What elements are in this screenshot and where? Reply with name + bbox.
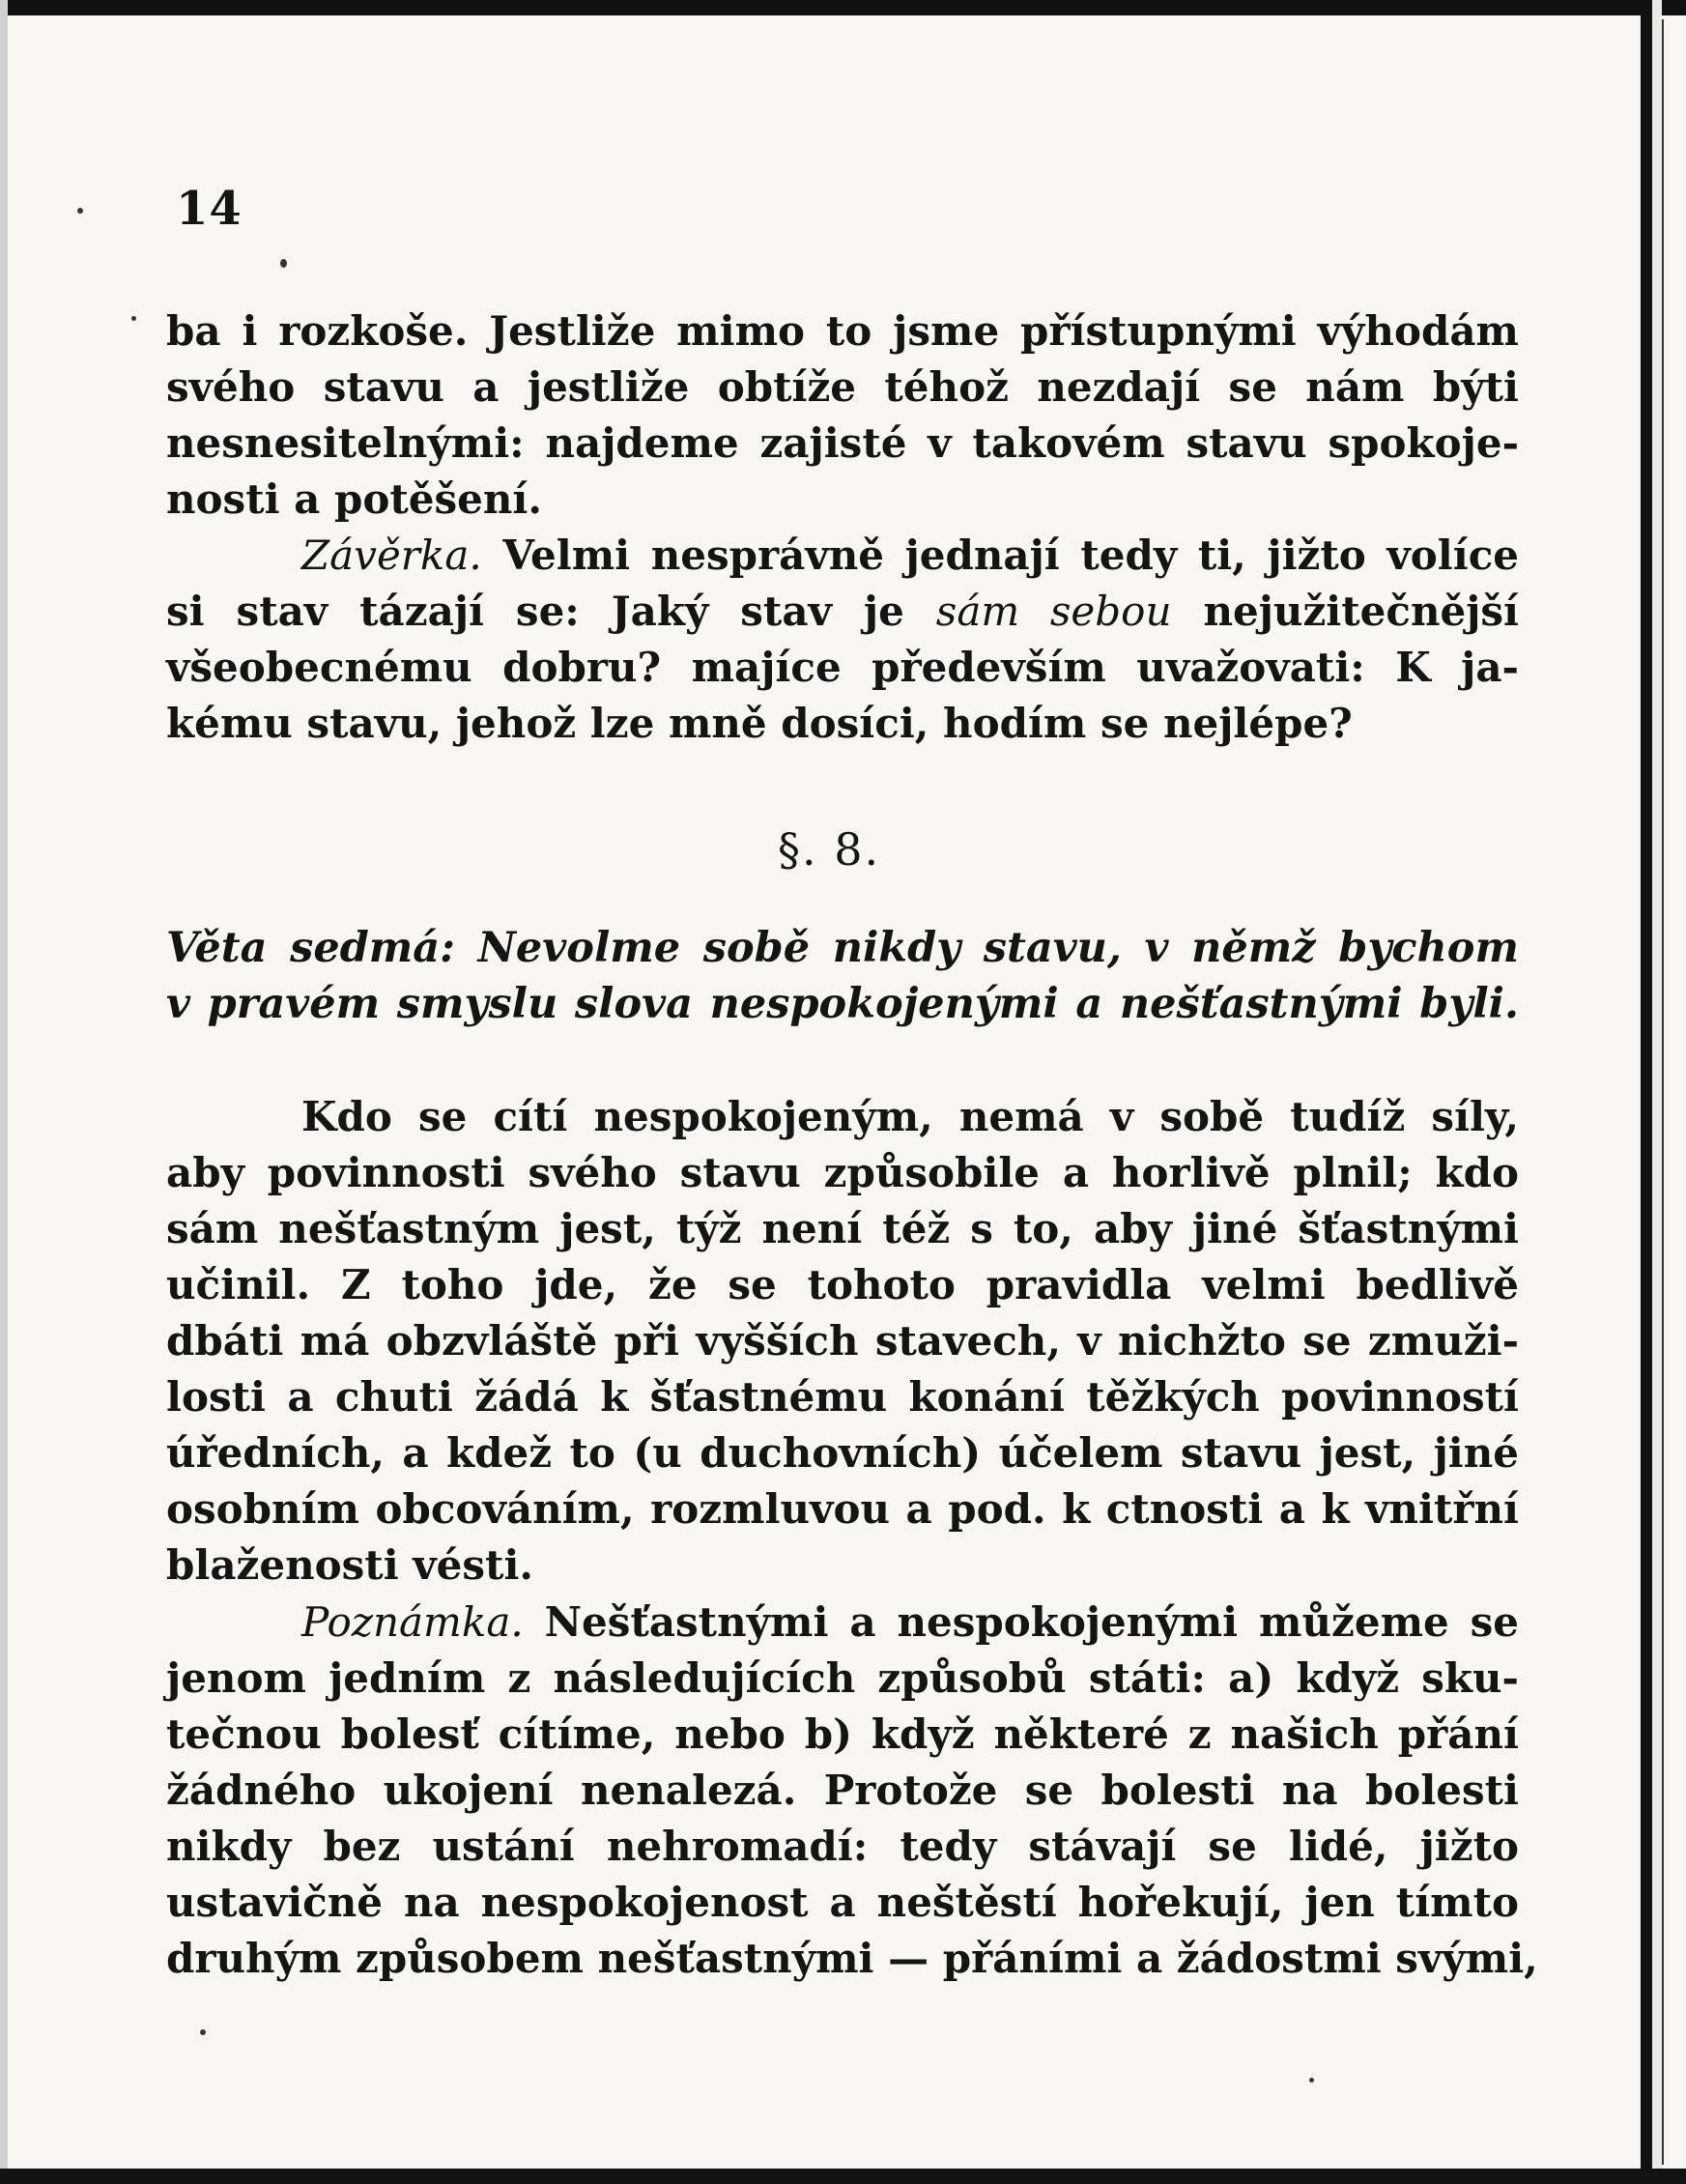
section-heading: §. 8. bbox=[778, 823, 881, 876]
text-line: aby povinnosti svého stavu způsobile a horlivě plnil; kdo bbox=[166, 1149, 1519, 1196]
thesis-statement bbox=[166, 920, 1519, 1032]
page-number: 14 bbox=[176, 182, 243, 236]
text-line: blaženosti vésti. bbox=[166, 1541, 534, 1589]
paragraph-3 bbox=[166, 1089, 1519, 1594]
text-line bbox=[166, 1595, 1519, 1651]
text-line: druhým způsobem nešťastnými — přáními a žádostmi svými, bbox=[166, 1935, 1538, 1982]
scan-speck bbox=[1309, 2078, 1314, 2083]
scan-speck bbox=[131, 316, 136, 321]
text-line: svého stavu a jestliže obtíže téhož nezdají se nám býti bbox=[166, 363, 1519, 411]
text-line: všeobecnému dobru? majíce především uvažovati: K ja- bbox=[166, 644, 1519, 691]
text-line bbox=[166, 528, 1519, 584]
scan-speck bbox=[280, 259, 287, 268]
paragraph-1 bbox=[166, 303, 1519, 528]
zaverka-label: Závěrka. bbox=[301, 532, 482, 579]
scan-border-bottom bbox=[0, 2169, 1686, 2184]
text-line bbox=[166, 1089, 1519, 1145]
poznamka-label: Poznámka. bbox=[301, 1598, 524, 1646]
paragraph-4 bbox=[166, 1595, 1538, 1987]
italic-emphasis: sám sebou bbox=[935, 588, 1172, 635]
paragraph-2 bbox=[166, 528, 1519, 752]
scan-border-top bbox=[0, 0, 1686, 15]
text-line: ba i rozkoše. Jestliže mimo to jsme přístupnými výhodám bbox=[166, 307, 1519, 355]
text-line: dbáti má obzvláště při vyšších stavech, v nichžto se zmuži- bbox=[166, 1317, 1519, 1365]
text-run: nejužitečnější bbox=[1203, 588, 1520, 635]
text-line: učinil. Z toho jde, že se tohoto pravidla velmi bedlivě bbox=[166, 1261, 1519, 1308]
text-line: osobním obcováním, rozmluvou a pod. k ctnosti a k vnitřní bbox=[166, 1485, 1519, 1533]
scan-speck bbox=[77, 208, 83, 214]
text-line bbox=[166, 584, 1519, 640]
text-run: si stav tázají se: Jaký stav je bbox=[166, 588, 904, 635]
next-page-edge bbox=[1662, 19, 1664, 2165]
text-line: tečnou bolesť cítíme, nebo b) když některé z našich přání bbox=[166, 1710, 1519, 1758]
scan-border-right bbox=[1641, 0, 1652, 2184]
text-line: nikdy bez ustání nehromadí: tedy stávají se lidé, jižto bbox=[166, 1823, 1519, 1870]
text-line: kému stavu, jehož lze mně dosíci, hodím se nejlépe? bbox=[166, 700, 1353, 747]
text-line: nosti a potěšení. bbox=[166, 475, 542, 523]
text-line: Věta sedmá: Nevolme sobě nikdy stavu, v němž bychom bbox=[166, 924, 1519, 972]
text-line: v pravém smyslu slova nespokojenými a nešťastnými byli. bbox=[166, 980, 1519, 1028]
scan-border-left bbox=[0, 0, 8, 2184]
text-line: nesnesitelnými: najdeme zajisté v takovém stavu spokoje- bbox=[166, 419, 1519, 467]
text-line: úředních, a kdež to (u duchovních) účelem stavu jest, jiné bbox=[166, 1429, 1519, 1477]
text-run: Kdo se cítí nespokojeným, nemá v sobě tudíž síly, bbox=[301, 1093, 1519, 1140]
text-line: sám nešťastným jest, týž není též s to, aby jiné šťastnými bbox=[166, 1205, 1519, 1252]
scan-gutter bbox=[1652, 0, 1662, 2184]
scan-speck bbox=[200, 2029, 206, 2035]
text-line: jenom jedním z následujících způsobů státi: a) když sku- bbox=[166, 1654, 1519, 1702]
text-run: Nešťastnými a nespokojenými můžeme se bbox=[544, 1598, 1520, 1646]
text-line: ustavičně na nespokojenost a neštěstí hořekují, jen tímto bbox=[166, 1879, 1519, 1926]
text-line: losti a chuti žádá k šťastnému konání těžkých povinností bbox=[166, 1373, 1519, 1421]
text-line: žádného ukojení nenalezá. Protože se bolesti na bolesti bbox=[166, 1767, 1519, 1814]
text-run: Velmi nesprávně jednají tedy ti, jižto volíce bbox=[502, 532, 1519, 579]
